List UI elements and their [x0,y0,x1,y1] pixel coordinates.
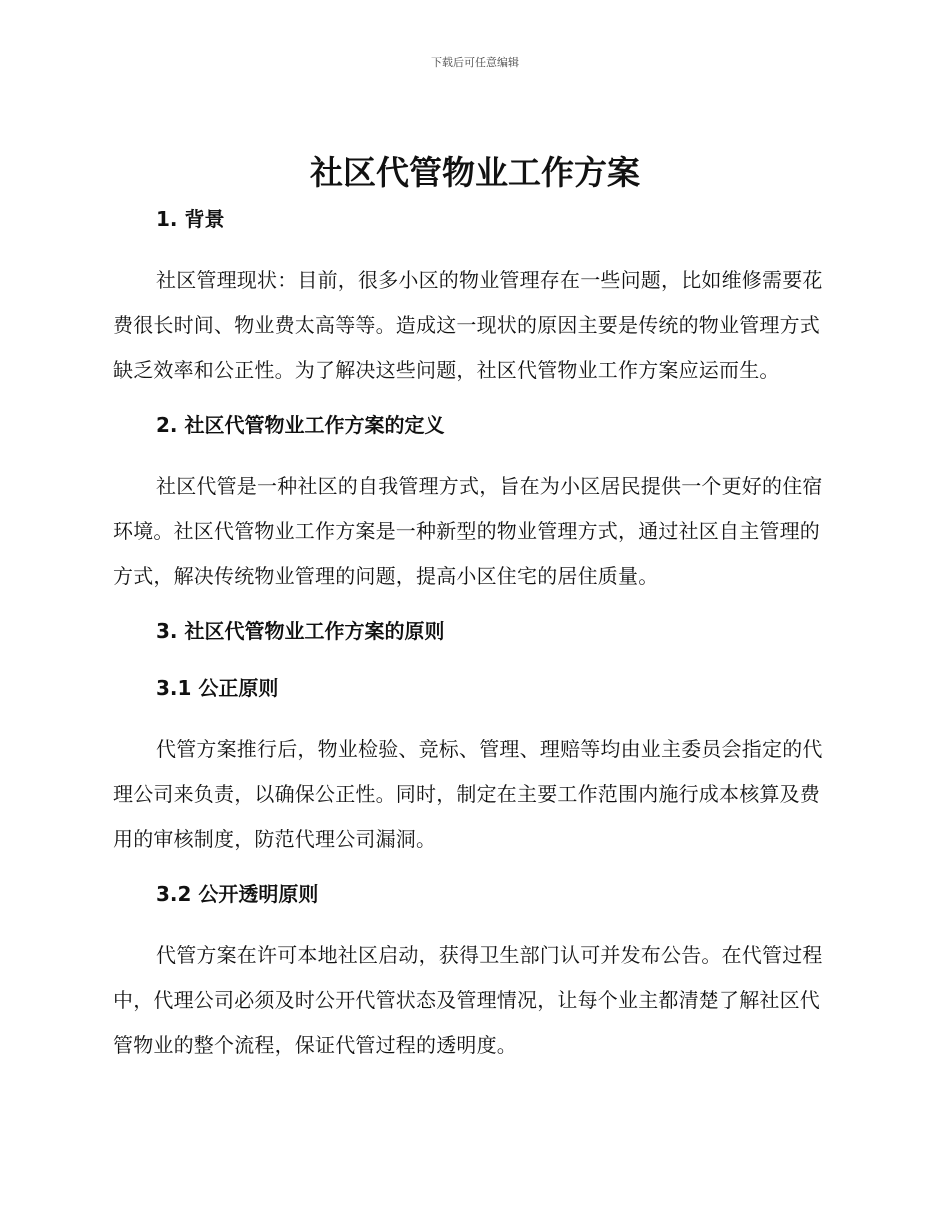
page-header-note: 下载后可任意编辑 [431,56,519,69]
document-title: 社区代管物业工作方案 [310,153,640,192]
section-paragraph-definition: 社区代管是一种社区的自我管理方式，旨在为小区居民提供一个更好的住宿环境。社区代管物业工作方案是一种新型的物业管理方式，通过社区自主管理的方式，解决传统物业管理的问题，提高小区住宅的居住质量。 [113,474,823,588]
section-heading-transparency: 3.2 公开透明原则 [156,882,319,906]
section-paragraph-background: 社区管理现状：目前，很多小区的物业管理存在一些问题，比如维修需要花费很长时间、物业费太高等等。造成这一现状的原因主要是传统的物业管理方式缺乏效率和公正性。为了解决这些问题，社区代管物业工作方案应运而生。 [113,268,823,382]
section-heading-principles: 3. 社区代管物业工作方案的原则 [156,619,445,643]
section-paragraph-transparency: 代管方案在许可本地社区启动，获得卫生部门认可并发布公告。在代管过程中，代理公司必须及时公开代管状态及管理情况，让每个业主都清楚了解社区代管物业的整个流程，保证代管过程的透明度。 [113,943,823,1057]
section-heading-fairness: 3.1 公正原则 [156,676,279,700]
section-heading-definition: 2. 社区代管物业工作方案的定义 [156,413,445,437]
document-body [113,204,833,1068]
section-heading-background: 1. 背景 [156,207,225,231]
section-paragraph-fairness: 代管方案推行后，物业检验、竞标、管理、理赔等均由业主委员会指定的代理公司来负责，以确保公正性。同时，制定在主要工作范围内施行成本核算及费用的审核制度，防范代理公司漏洞。 [113,737,823,851]
